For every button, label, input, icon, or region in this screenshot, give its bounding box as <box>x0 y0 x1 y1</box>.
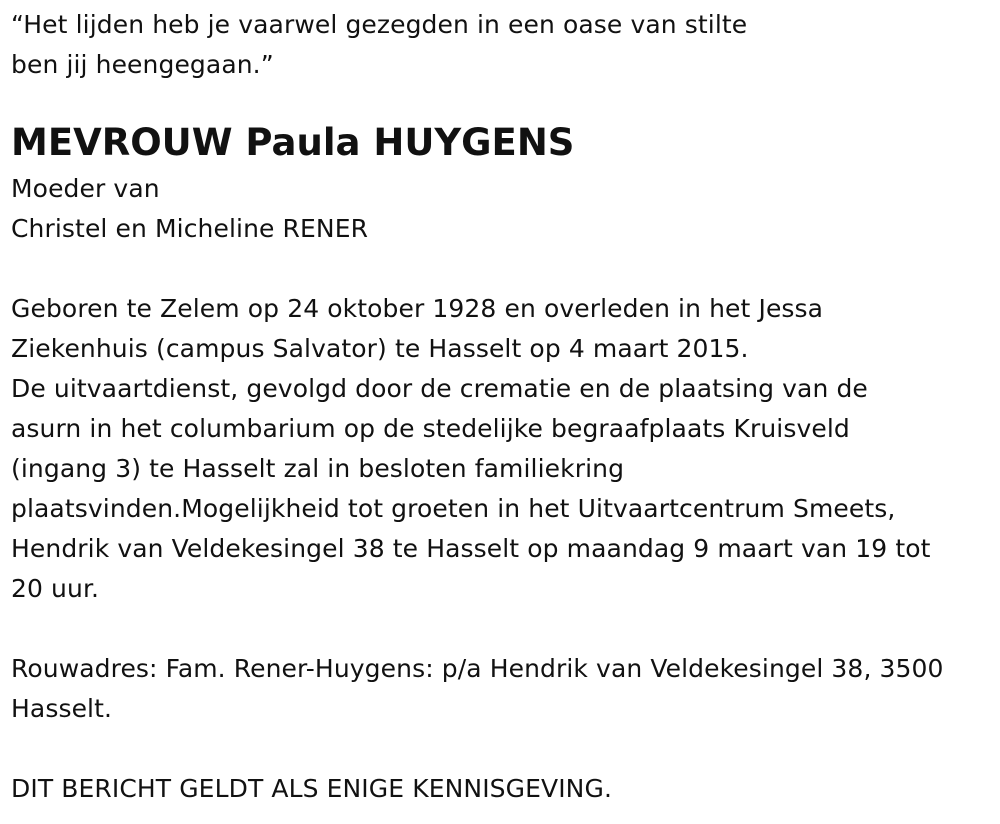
quote-line: ben jij heengegaan.” <box>11 50 274 79</box>
notice-statement: DIT BERICHT GELDT ALS ENIGE KENNISGEVING. <box>11 774 612 803</box>
address-line: Rouwadres: Fam. Rener-Huygens: p/a Hendrik van Veldekesingel 38, 3500 <box>11 654 944 683</box>
details-line: asurn in het columbarium op de stedelijke begraafplaats Kruisveld <box>11 414 850 443</box>
spacer <box>11 249 996 289</box>
spacer <box>11 609 996 649</box>
deceased-name: MEVROUW Paula HUYGENS <box>11 121 575 164</box>
family-line: Christel en Micheline RENER <box>11 214 369 243</box>
details-paragraph <box>11 289 996 609</box>
details-line: Hendrik van Veldekesingel 38 te Hasselt op maandag 9 maart van 19 tot <box>11 534 931 563</box>
details-line: 20 uur. <box>11 574 100 603</box>
family-line: Moeder van <box>11 174 160 203</box>
details-line: plaatsvinden.Mogelijkheid tot groeten in het Uitvaartcentrum Smeets, <box>11 494 896 523</box>
details-line: (ingang 3) te Hasselt zal in besloten familiekring <box>11 454 625 483</box>
obituary-notice <box>11 0 996 809</box>
details-line: Ziekenhuis (campus Salvator) te Hasselt op 4 maart 2015. <box>11 334 749 363</box>
details-line: Geboren te Zelem op 24 oktober 1928 en overleden in het Jessa <box>11 294 824 323</box>
quote-line: “Het lijden heb je vaarwel gezegden in een oase van stilte <box>11 10 748 39</box>
details-line: De uitvaartdienst, gevolgd door de crematie en de plaatsing van de <box>11 374 868 403</box>
spacer <box>11 729 996 769</box>
family-block <box>11 169 996 249</box>
address-line: Hasselt. <box>11 694 113 723</box>
opening-quote <box>11 5 996 85</box>
mourning-address <box>11 649 996 729</box>
